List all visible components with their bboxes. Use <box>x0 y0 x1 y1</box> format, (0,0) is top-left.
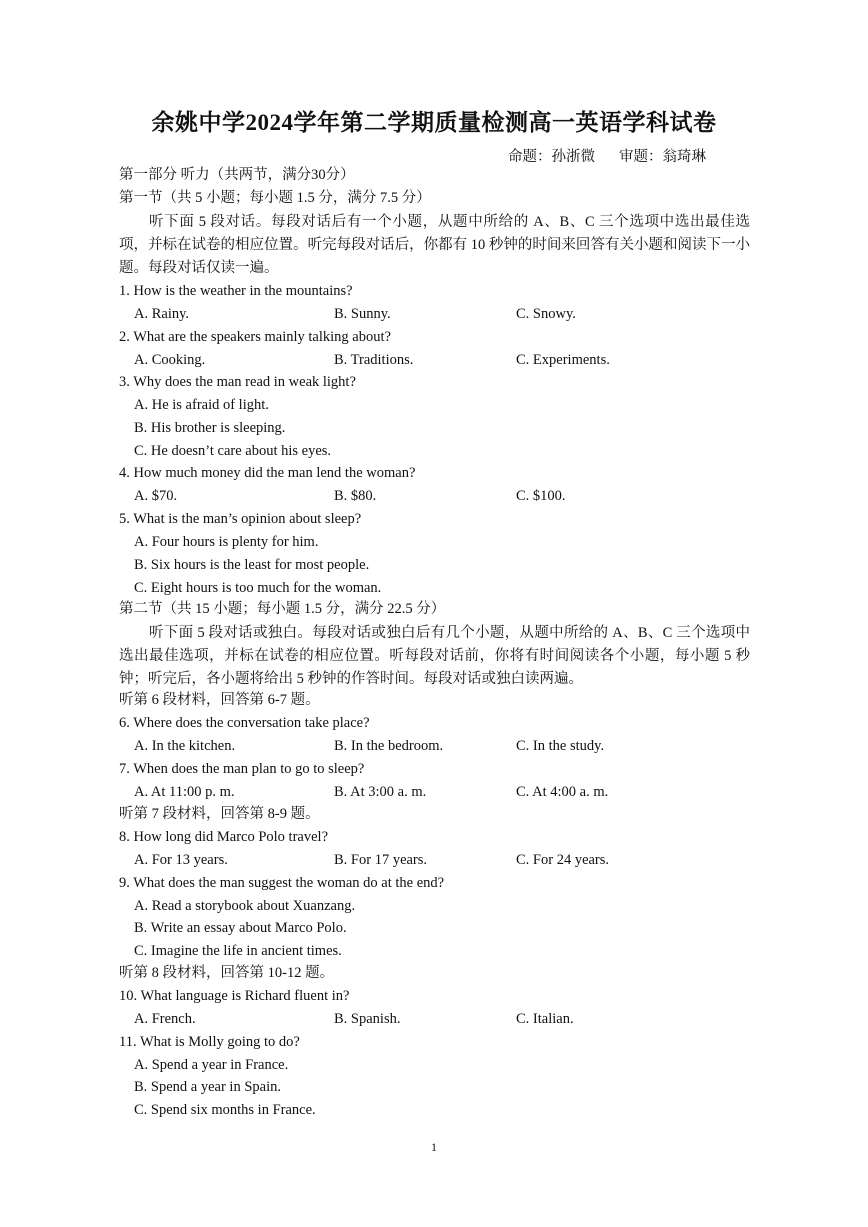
question-4: 4. How much money did the man lend the woman? <box>119 465 416 481</box>
material-8-note: 听第 8 段材料，回答第 10-12 题。 <box>119 965 335 981</box>
question-7: 7. When does the man plan to go to sleep? <box>119 761 365 777</box>
q7-option-b: B. At 3:00 a. m. <box>334 784 427 800</box>
q3-option-b: B. His brother is sleeping. <box>134 420 286 436</box>
section2-heading: 第二节（共 15 小题；每小题 1.5 分，满分 22.5 分） <box>119 601 446 617</box>
material-7-note: 听第 7 段材料，回答第 8-9 题。 <box>119 806 320 822</box>
q10-option-c: C. Italian. <box>516 1011 574 1027</box>
q2-option-c: C. Experiments. <box>516 352 610 368</box>
q8-option-b: B. For 17 years. <box>334 852 428 868</box>
q9-option-c: C. Imagine the life in ancient times. <box>134 943 342 959</box>
question-9: 9. What does the man suggest the woman do at the end? <box>119 875 445 891</box>
q8-option-a: A. For 13 years. <box>134 852 228 868</box>
q6-option-c: C. In the study. <box>516 738 605 754</box>
q2-option-b: B. Traditions. <box>334 352 414 368</box>
material-6-note: 听第 6 段材料，回答第 6-7 题。 <box>119 692 320 708</box>
section2-instructions: 听下面 5 段对话或独白。每段对话或独白后有几个小题，从题中所给的 A、B、C 三个选项中选出最佳选项，并标在试卷的相应位置。听每段对话前，你将有时间阅读各个小题，每小题 5 秒钟；听完后，各小题将给出 5 秒钟的作答时间。每段对话或独白读两遍。 <box>119 625 750 687</box>
q11-option-a: A. Spend a year in France. <box>134 1057 289 1073</box>
q9-option-b: B. Write an essay about Marco Polo. <box>134 920 347 936</box>
q1-option-c: C. Snowy. <box>516 306 576 322</box>
q8-option-c: C. For 24 years. <box>516 852 610 868</box>
page-number: 1 <box>431 1140 437 1154</box>
question-3: 3. Why does the man read in weak light? <box>119 374 356 390</box>
q1-option-a: A. Rainy. <box>134 306 190 322</box>
q6-option-b: B. In the bedroom. <box>334 738 444 754</box>
question-11: 11. What is Molly going to do? <box>119 1034 300 1050</box>
q4-option-b: B. $80. <box>334 488 377 504</box>
reviewer-credit: 审题：翁琦琳 <box>619 149 706 165</box>
setter-credit: 命题：孙浙微 <box>508 149 595 165</box>
q1-option-b: B. Sunny. <box>334 306 391 322</box>
q3-option-a: A. He is afraid of light. <box>134 397 269 413</box>
question-8: 8. How long did Marco Polo travel? <box>119 829 329 845</box>
part1-heading: 第一部分 听力（共两节，满分30分） <box>119 167 355 183</box>
q7-option-a: A. At 11:00 p. m. <box>134 784 235 800</box>
exam-title: 余姚中学2024学年第二学期质量检测高一英语学科试卷 <box>151 110 717 135</box>
q10-option-a: A. French. <box>134 1011 196 1027</box>
question-6: 6. Where does the conversation take place? <box>119 715 370 731</box>
q4-option-c: C. $100. <box>516 488 566 504</box>
section1-heading: 第一节（共 5 小题；每小题 1.5 分，满分 7.5 分） <box>119 190 431 206</box>
q5-option-b: B. Six hours is the least for most people. <box>134 557 370 573</box>
q6-option-a: A. In the kitchen. <box>134 738 236 754</box>
q2-option-a: A. Cooking. <box>134 352 206 368</box>
question-10: 10. What language is Richard fluent in? <box>119 988 350 1004</box>
question-1: 1. How is the weather in the mountains? <box>119 283 353 299</box>
q3-option-c: C. He doesn’t care about his eyes. <box>134 443 332 459</box>
question-2: 2. What are the speakers mainly talking about? <box>119 329 391 345</box>
section1-instructions: 听下面 5 段对话。每段对话后有一个小题，从题中所给的 A、B、C 三个选项中选出最佳选项，并标在试卷的相应位置。听完每段对话后，你都有 10 秒钟的时间来回答有关小题和阅读下一小题。每段对话仅读一遍。 <box>119 214 750 276</box>
q5-option-a: A. Four hours is plenty for him. <box>134 534 319 550</box>
q5-option-c: C. Eight hours is too much for the woman. <box>134 580 382 596</box>
q7-option-c: C. At 4:00 a. m. <box>516 784 609 800</box>
q10-option-b: B. Spanish. <box>334 1011 401 1027</box>
q11-option-c: C. Spend six months in France. <box>134 1102 316 1118</box>
q4-option-a: A. $70. <box>134 488 178 504</box>
question-5: 5. What is the man’s opinion about sleep? <box>119 511 362 527</box>
q9-option-a: A. Read a storybook about Xuanzang. <box>134 898 356 914</box>
q11-option-b: B. Spend a year in Spain. <box>134 1079 281 1095</box>
exam-credits <box>508 145 706 166</box>
